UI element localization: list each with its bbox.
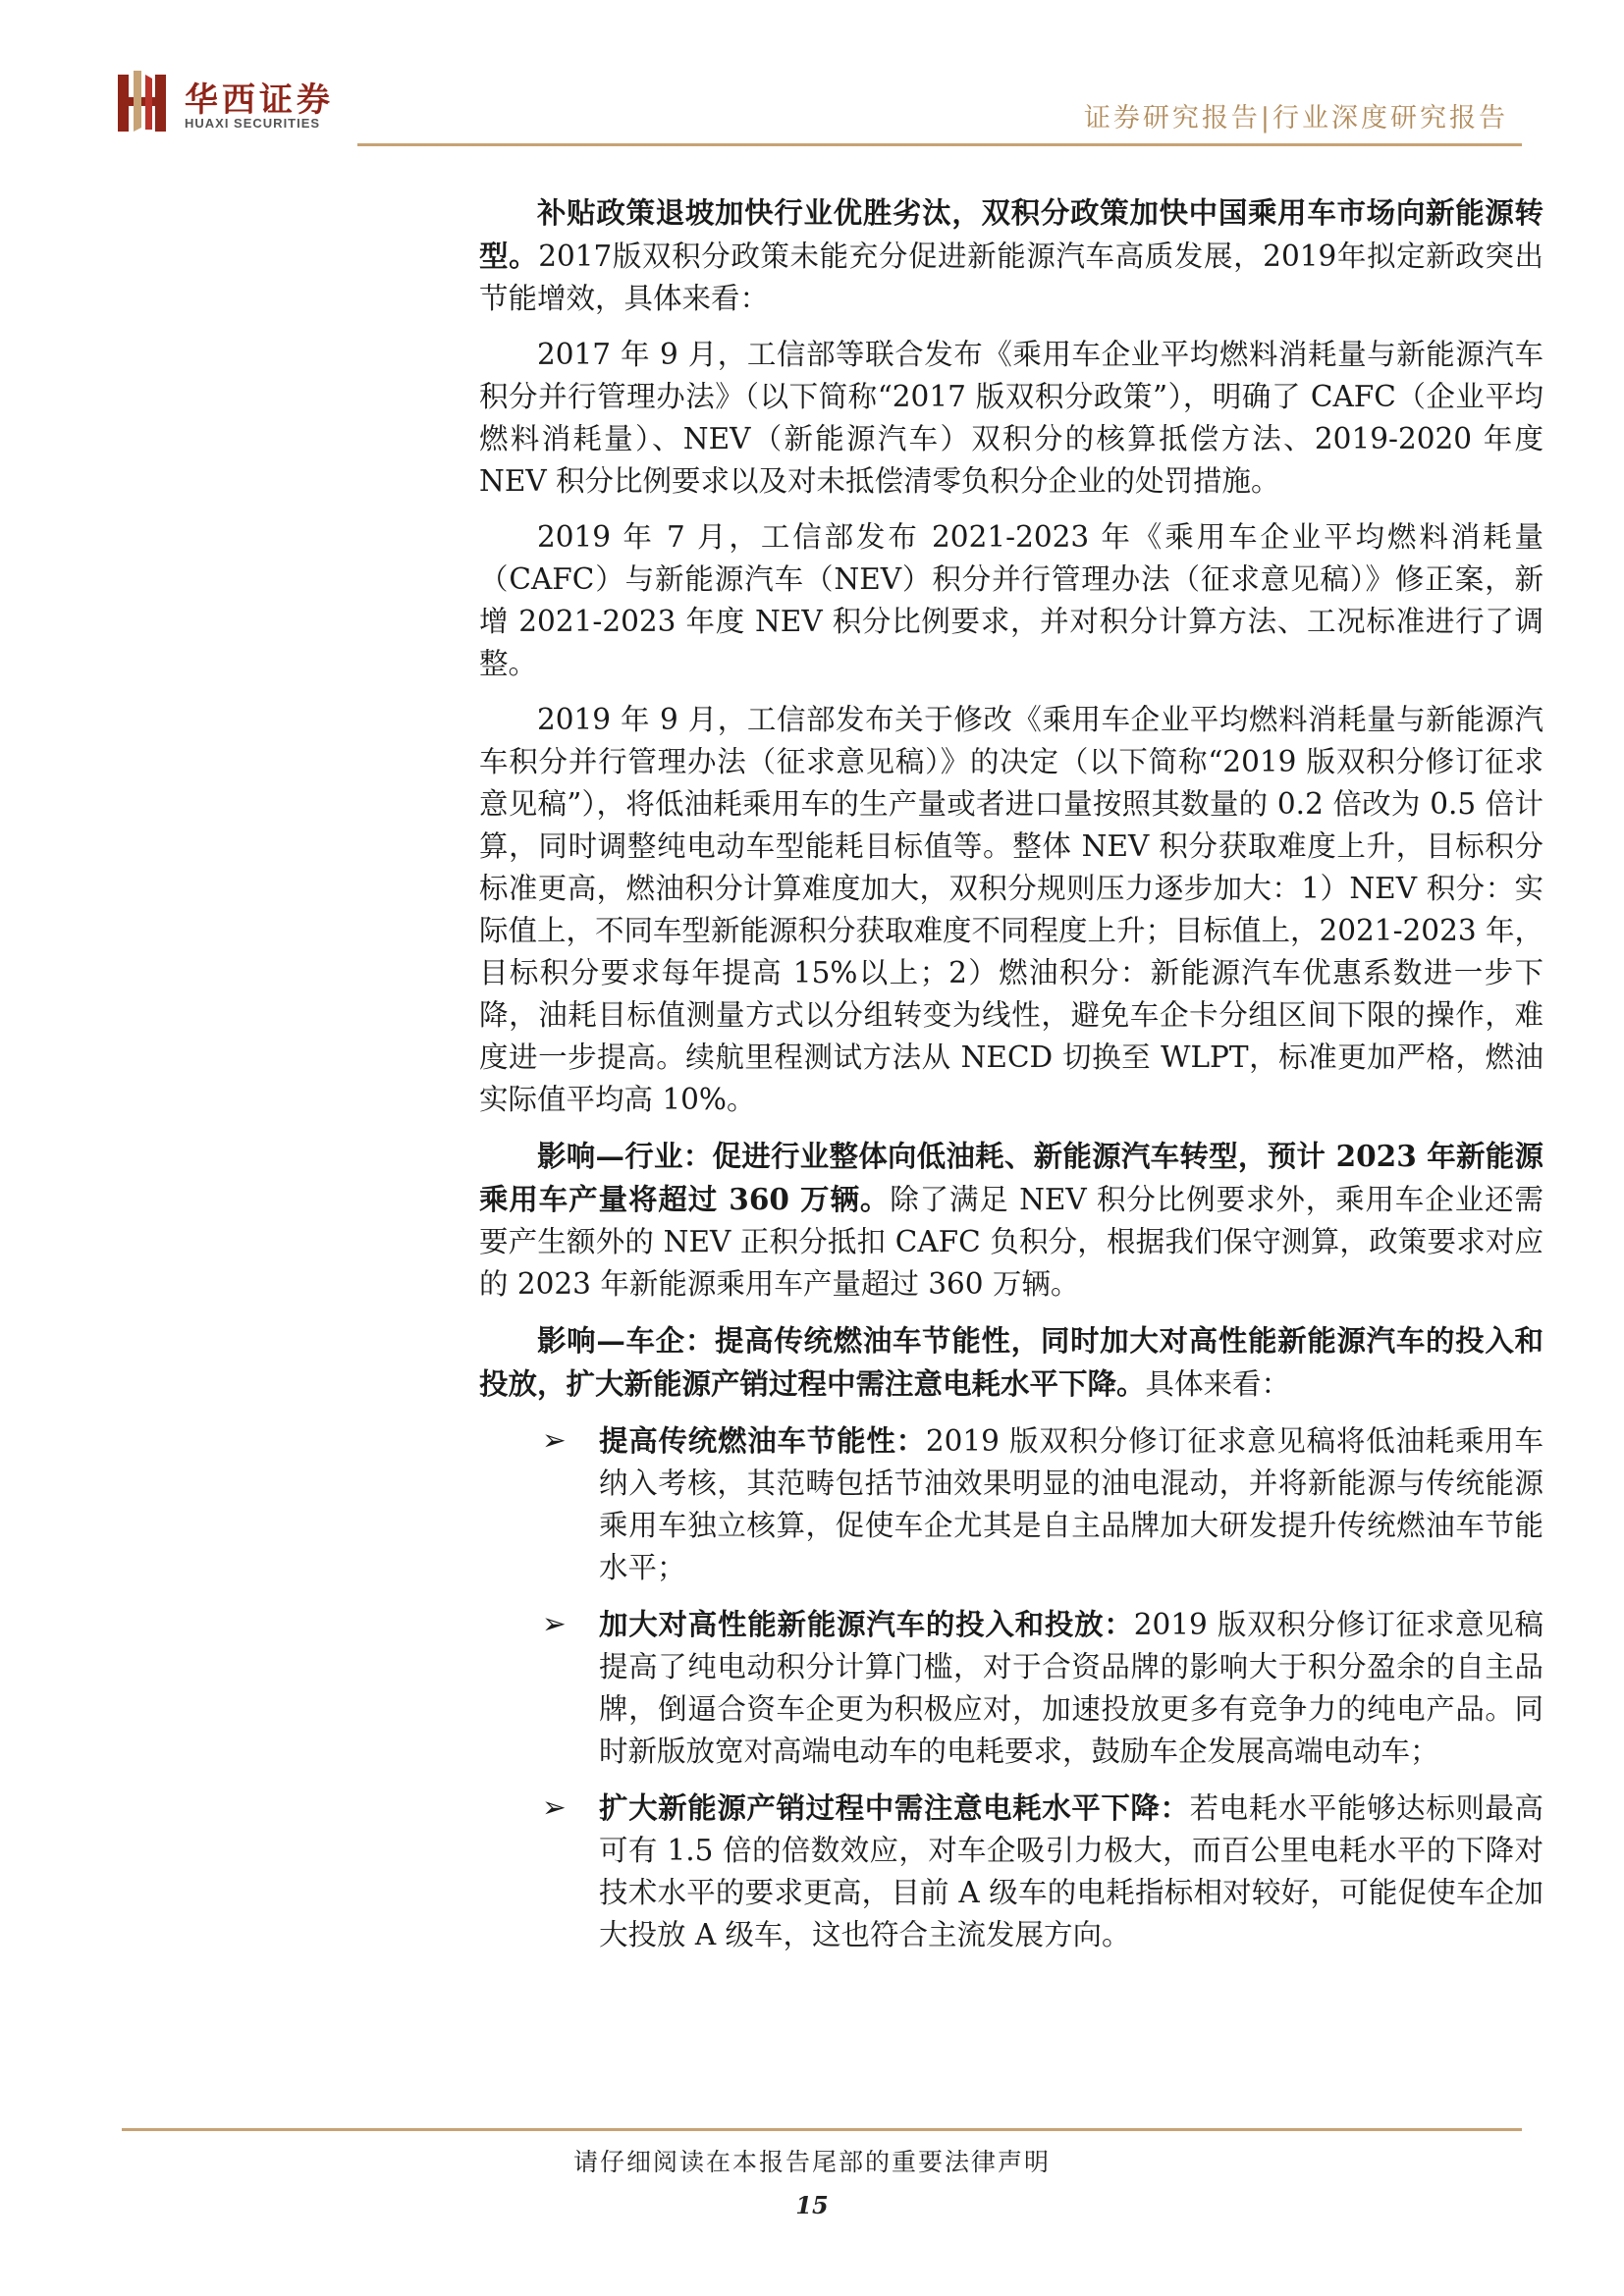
bullet-bold-lead: 扩大新能源产销过程中需注意电耗水平下降：: [599, 1790, 1190, 1825]
bullet-text: 2019 版双积分修订征求意见稿将低油耗乘用车纳入考核，其范畴包括节油效果明显的油电混动，并将新能源与传统能源乘用车独立核算，促使车企尤其是自主品牌加大研发提升传统燃油车节能水平；: [599, 1424, 1543, 1584]
paragraph-text: 2019 年 7 月，工信部发布 2021-2023 年《乘用车企业平均燃料消耗量（CAFC）与新能源汽车（NEV）积分并行管理办法（征求意见稿）》修正案，新增 2021-2023 年度 NEV 积分比例要求，并对积分计算方法、工况标准进行了调整。: [479, 520, 1543, 680]
paragraph: [479, 191, 1543, 320]
legal-notice: 请仔细阅读在本报告尾部的重要法律声明: [572, 2148, 1051, 2176]
list-item: [479, 1603, 1543, 1773]
bullet-text: 若电耗水平能够达标则最高可有 1.5 倍的倍数效应，对车企吸引力极大，而百公里电耗水平的下降对技术水平的要求更高，目前 A 级车的电耗指标相对较好，可能促使车企加大投放 A 级车，这也符合主流发展方向。: [599, 1791, 1543, 1951]
header-divider: [357, 143, 1522, 146]
paragraph: [479, 1319, 1543, 1406]
arrow-bullet-icon: ➢: [542, 1423, 567, 1457]
logo-english-name: HUAXI SECURITIES: [185, 116, 321, 131]
paragraph-text: 2017版双积分政策未能充分促进新能源汽车高质发展，2019年拟定新政突出节能增效，具体来看：: [479, 240, 1543, 315]
brand-logo: [116, 69, 469, 147]
list-item: [479, 1787, 1543, 1956]
bullet-bold-lead: 提高传统燃油车节能性：: [599, 1423, 926, 1458]
logo-chinese-name: 华西证券: [185, 80, 334, 120]
paragraph-text: 2017 年 9 月，工信部等联合发布《乘用车企业平均燃料消耗量与新能源汽车积分并行管理办法》（以下简称“2017 版双积分政策”），明确了 CAFC（企业平均燃料消耗量）、NEV（新能源汽车）双积分的核算抵偿方法、2019-2020 年度 NEV 积分比例要求以及对未抵偿清零负积分企业的处罚措施。: [479, 338, 1543, 498]
bullet-text: 2019 版双积分修订征求意见稿提高了纯电动积分计算门槛，对于合资品牌的影响大于积分盈余的自主品牌，倒逼合资车企更为积极应对，加速投放更多有竞争力的纯电产品。同时新版放宽对高端电动车的电耗要求，鼓励车企发展高端电动车；: [599, 1608, 1543, 1768]
paragraph-text: 2019 年 9 月，工信部发布关于修改《乘用车企业平均燃料消耗量与新能源汽车积分并行管理办法（征求意见稿）》的决定（以下简称“2019 版双积分修订征求意见稿”），将低油耗乘用车的生产量或者进口量按照其数量的 0.2 倍改为 0.5 倍计算，同时调整纯电动车型能耗目标值等。整体 NEV 积分获取难度上升，目标积分标准更高，燃油积分计算难度加大，双积分规则压力逐步加大：1）NEV 积分：实际值上，不同车型新能源积分获取难度不同程度上升；目标值上，2021-2023 年，目标积分要求每年提高 15%以上；2）燃油积分：新能源汽车优惠系数进一步下降，油耗目标值测量方式以分组转变为线性，避免车企卡分组区间下限的操作，难度进一步提高。续航里程测试方法从 NECD 切换至 WLPT，标准更加严格，燃油实际值平均高 10%。: [479, 703, 1543, 1116]
main-content: [479, 191, 1543, 1970]
paragraph-bold-lead: 补贴政策退坡加快行业优胜劣汰，双积分政策加快中国乘用车市场向新能源转型。: [479, 195, 1543, 273]
paragraph-bold-lead: 影响—车企：提高传统燃油车节能性，同时加大对高性能新能源汽车的投入和投放，扩大新能源产销过程中需注意电耗水平下降。: [479, 1323, 1543, 1401]
paragraph: [479, 1135, 1543, 1306]
bullet-bold-lead: 加大对高性能新能源汽车的投入和投放：: [599, 1607, 1134, 1641]
list-item: [479, 1419, 1543, 1589]
footer-divider: [122, 2128, 1522, 2131]
arrow-bullet-icon: ➢: [542, 1790, 567, 1824]
paragraph-bold-lead: 影响—行业：促进行业整体向低油耗、新能源汽车转型，预计 2023 年新能源乘用车产量将超过 360 万辆。: [479, 1139, 1543, 1216]
paragraph-text: 除了满足 NEV 积分比例要求外，乘用车企业还需要产生额外的 NEV 正积分抵扣 CAFC 负积分，根据我们保守测算，政策要求对应的 2023 年新能源乘用车产量超过 360 万辆。: [479, 1183, 1543, 1301]
paragraph-text: 具体来看：: [1145, 1367, 1291, 1401]
arrow-bullet-icon: ➢: [542, 1607, 567, 1640]
paragraph: [479, 699, 1543, 1121]
page-number: 15: [795, 2191, 829, 2219]
bullet-list: [479, 1419, 1543, 1956]
paragraph: [479, 516, 1543, 685]
paragraph: [479, 334, 1543, 503]
report-type-label: 证券研究报告|行业深度研究报告: [1083, 103, 1508, 133]
huaxi-logo-icon: [116, 69, 171, 133]
